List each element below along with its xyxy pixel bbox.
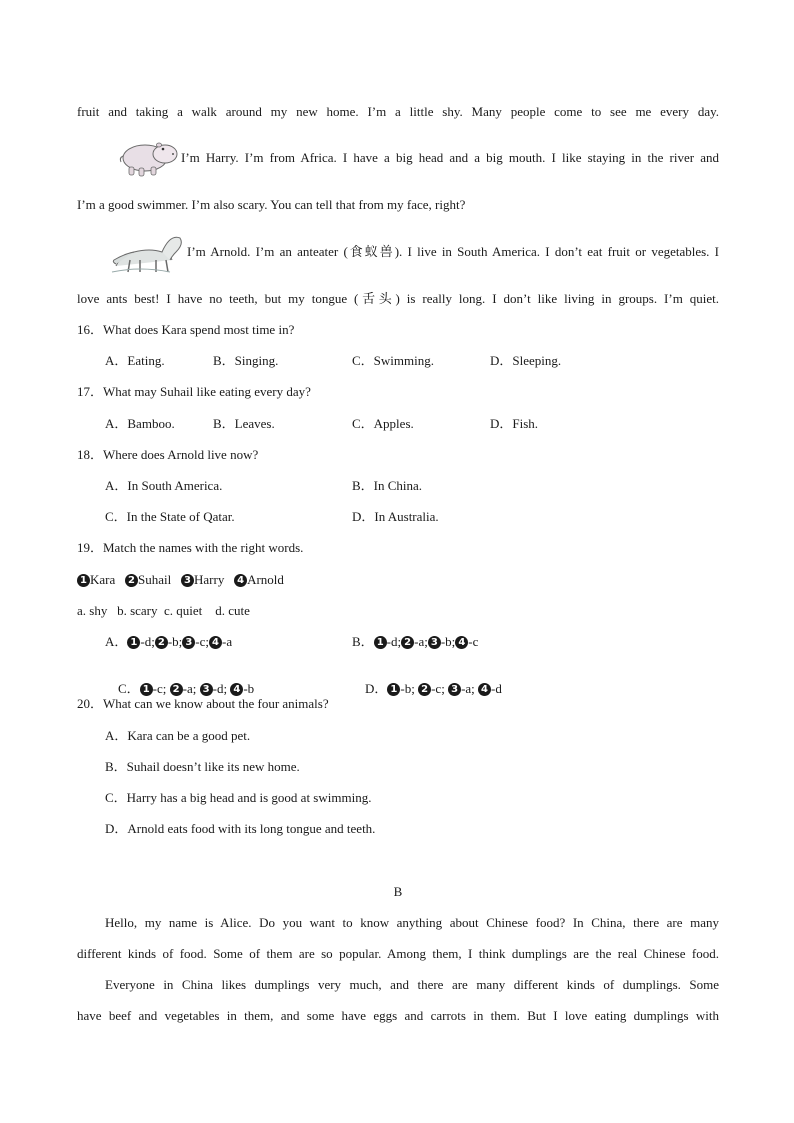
q19-words: a. shy b. scary c. quiet d. cute (77, 603, 250, 618)
harry-line-2: I’m a good swimmer. I’m also scary. You can tell that from my face, right? (77, 197, 466, 212)
option-part: -b (243, 681, 255, 696)
option-label: A． (105, 634, 128, 649)
circled-number: 1 (387, 683, 400, 696)
q18-option-a[interactable]: A．In South America. (105, 478, 223, 493)
passage-b-line: different kinds of food. Some of them are so popular. Among them, I think dumplings are the real Chinese food. (77, 946, 719, 961)
option-label: C． (118, 681, 140, 696)
q20-option-d[interactable]: D．Arnold eats food with its long tongue and teeth. (105, 821, 376, 836)
harry-line-1: I’m Harry. I’m from Africa. I have a big head and a big mouth. I like staying in the river and (181, 150, 719, 165)
option-part: -d; (386, 634, 402, 649)
q16-option-a[interactable]: A．Eating. (105, 353, 165, 368)
anteater-icon (110, 230, 186, 274)
q20-option-c[interactable]: C．Harry has a big head and is good at swimming. (105, 790, 372, 805)
passage-a-line: fruit and taking a walk around my new home. I’m a little shy. Many people come to see me every day. (77, 104, 719, 119)
q17-option-a[interactable]: A．Bamboo. (105, 416, 175, 431)
circled-number: 4 (209, 636, 222, 649)
q20-option-b[interactable]: B．Suhail doesn’t like its new home. (105, 759, 300, 774)
option-part: -a; (414, 634, 428, 649)
question-17: 17．What may Suhail like eating every day? (77, 384, 311, 399)
q19-option-b[interactable] (352, 634, 478, 650)
q17-option-c[interactable]: C．Apples. (352, 416, 414, 431)
q18-option-d[interactable]: D．In Australia. (352, 509, 439, 524)
option-part: -b; (400, 681, 419, 696)
q18-option-b[interactable]: B．In China. (352, 478, 423, 493)
circled-number: 4 (230, 683, 243, 696)
question-19: 19．Match the names with the right words. (77, 540, 304, 555)
q20-option-a[interactable]: A．Kara can be a good pet. (105, 728, 251, 743)
circled-number: 1 (127, 636, 140, 649)
passage-b-line: Everyone in China likes dumplings very much, and there are many different kinds of dumplings. Some (105, 977, 719, 992)
circled-number: 2 (125, 574, 138, 587)
option-part: -a (222, 634, 233, 649)
name-harry: Harry (194, 572, 225, 587)
option-part: -a; (182, 681, 200, 696)
option-part: -d; (140, 634, 155, 649)
circled-number: 2 (155, 636, 168, 649)
question-18: 18．Where does Arnold live now? (77, 447, 259, 462)
question-20: 20．What can we know about the four animals? (77, 696, 329, 711)
name-kara: Kara (90, 572, 116, 587)
circled-number: 3 (200, 683, 213, 696)
option-part: -c; (431, 681, 449, 696)
q17-option-d[interactable]: D．Fish. (490, 416, 539, 431)
circled-number: 2 (170, 683, 183, 696)
q17-option-b[interactable]: B．Leaves. (213, 416, 275, 431)
circled-number: 3 (428, 636, 441, 649)
option-label: D． (365, 681, 388, 696)
circled-number: 3 (448, 683, 461, 696)
circled-number: 4 (478, 683, 491, 696)
arnold-line-1: I’m Arnold. I’m an anteater (食蚁兽). I live in South America. I don’t eat fruit or vegetables. I (187, 244, 719, 259)
option-part: -d (491, 681, 502, 696)
passage-b-line: Hello, my name is Alice. Do you want to know anything about Chinese food? In China, there are many (105, 915, 719, 930)
circled-number: 1 (374, 636, 387, 649)
name-suhail: Suhail (138, 572, 172, 587)
option-part: -c (468, 634, 479, 649)
passage-b-heading: B (393, 884, 403, 899)
option-part: -b; (440, 634, 456, 649)
q16-option-c[interactable]: C．Swimming. (352, 353, 434, 368)
circled-number: 4 (455, 636, 468, 649)
passage-b-line: have beef and vegetables in them, and some have eggs and carrots in them. But I love eating dumplings with (77, 1008, 719, 1023)
circled-number: 1 (140, 683, 153, 696)
q19-names (77, 572, 719, 588)
circled-number: 3 (181, 574, 194, 587)
arnold-line-2: love ants best! I have no teeth, but my tongue (舌头) is really long. I don’t like living in groups. I’m quiet. (77, 291, 719, 306)
option-part: -a; (461, 681, 479, 696)
circled-number: 2 (418, 683, 431, 696)
q18-option-c[interactable]: C．In the State of Qatar. (105, 509, 235, 524)
q16-option-b[interactable]: B．Singing. (213, 353, 279, 368)
question-16: 16．What does Kara spend most time in? (77, 322, 295, 337)
circled-number: 4 (234, 574, 247, 587)
hippo-icon (115, 136, 179, 178)
circled-number: 3 (182, 636, 195, 649)
option-part: -d; (212, 681, 231, 696)
circled-number: 1 (77, 574, 90, 587)
option-part: -c; (152, 681, 170, 696)
q16-option-d[interactable]: D．Sleeping. (490, 353, 562, 368)
option-part: -c; (195, 634, 210, 649)
option-part: -b; (167, 634, 183, 649)
circled-number: 2 (401, 636, 414, 649)
option-label: B． (352, 634, 374, 649)
name-arnold: Arnold (247, 572, 284, 587)
q19-option-a[interactable] (105, 634, 232, 650)
